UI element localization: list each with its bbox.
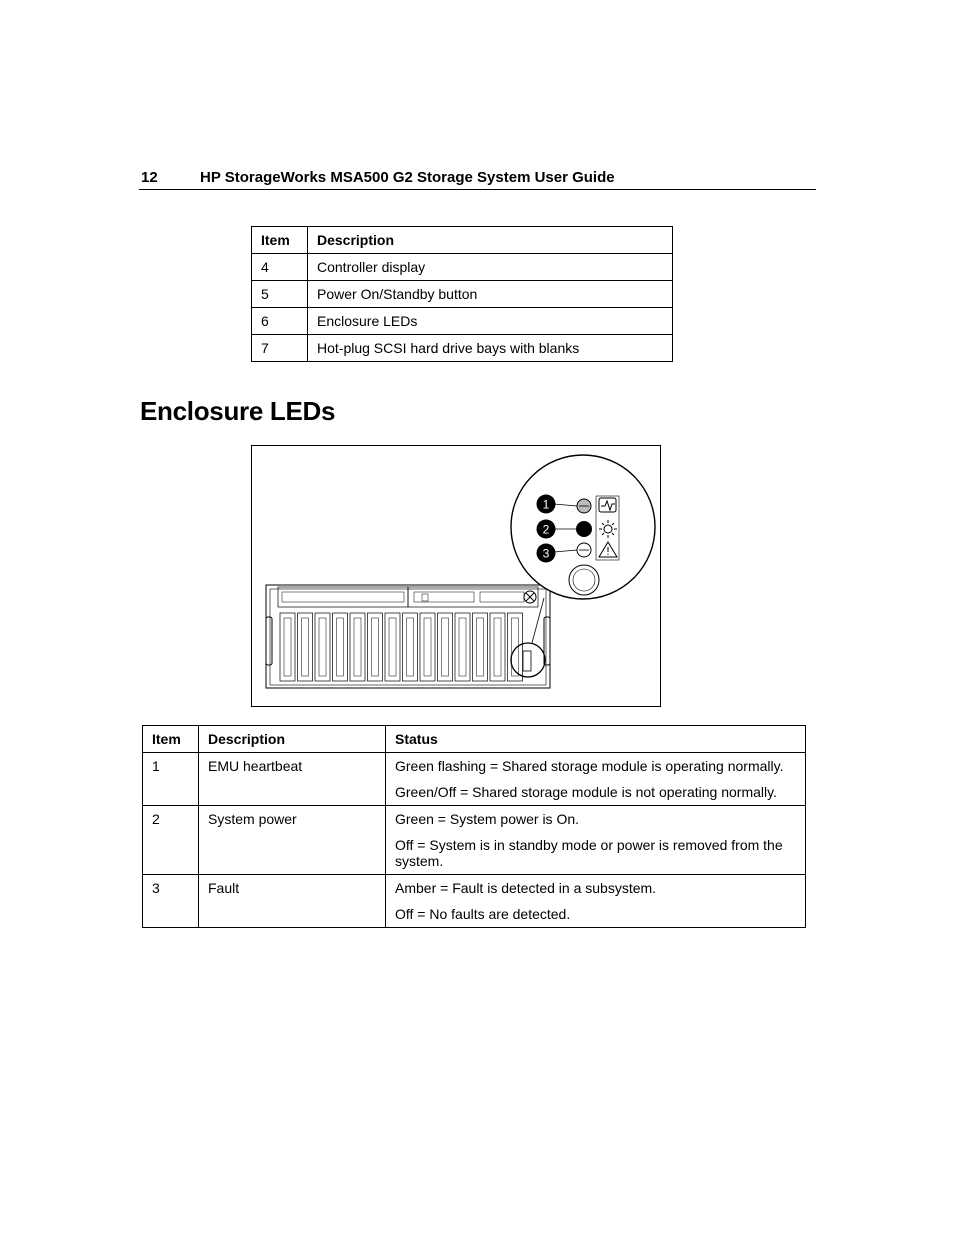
description-cell: Enclosure LEDs [308, 308, 673, 335]
column-header: Status [386, 726, 806, 753]
drive-bay-handle [354, 618, 361, 676]
led-system-power [576, 521, 592, 537]
table-header-row [252, 227, 673, 254]
table-row [252, 335, 673, 362]
column-header: Item [143, 726, 199, 753]
callout-1 [537, 495, 556, 514]
item-cell: 5 [252, 281, 308, 308]
drive-bay-handle [389, 618, 396, 676]
drive-bay-handle [319, 618, 326, 676]
table-header-row [143, 726, 806, 753]
drive-bay-handle [372, 618, 379, 676]
drive-bay-blank [298, 613, 313, 681]
status-line: Green flashing = Shared storage module is operating normally. [395, 758, 784, 774]
svg-text:3: 3 [542, 546, 550, 561]
page-number: 12 [141, 169, 158, 186]
status-line: Green/Off = Shared storage module is not operating normally. [395, 784, 777, 800]
running-title: HP StorageWorks MSA500 G2 Storage System User Guide [200, 169, 615, 186]
drive-bay-blank [420, 613, 435, 681]
table-row [252, 254, 673, 281]
drive-bays [280, 613, 523, 681]
enclosure-illustration [252, 446, 660, 706]
table-row [252, 308, 673, 335]
item-cell: 6 [252, 308, 308, 335]
item-cell: 1 [143, 753, 199, 806]
table-row [143, 875, 806, 928]
drive-bay-blank [368, 613, 383, 681]
item-cell: 4 [252, 254, 308, 281]
table-row [252, 281, 673, 308]
status-line: Off = System is in standby mode or power is removed from the system. [395, 837, 783, 869]
item-cell: 2 [143, 806, 199, 875]
item-cell: 7 [252, 335, 308, 362]
description-cell: Hot-plug SCSI hard drive bays with blanks [308, 335, 673, 362]
drive-bay-blank [473, 613, 488, 681]
description-cell: EMU heartbeat [199, 753, 386, 806]
item-cell: 3 [143, 875, 199, 928]
table-row [143, 806, 806, 875]
drive-bay-blank [490, 613, 505, 681]
svg-text:2: 2 [542, 522, 550, 537]
description-cell: System power [199, 806, 386, 875]
drive-bay-blank [403, 613, 418, 681]
description-cell: Power On/Standby button [308, 281, 673, 308]
drive-bay-blank [333, 613, 348, 681]
svg-text:1: 1 [542, 497, 550, 512]
drive-bay-handle [442, 618, 449, 676]
drive-bay-handle [459, 618, 466, 676]
status-line: Amber = Fault is detected in a subsystem. [395, 880, 657, 896]
column-header: Description [199, 726, 386, 753]
parts-table [251, 226, 673, 362]
callout-3 [537, 544, 556, 563]
status-cell [386, 806, 806, 875]
status-line: Green = System power is On. [395, 811, 580, 827]
drive-bay-blank [455, 613, 470, 681]
drive-bay-blank [280, 613, 295, 681]
led-panel-small [523, 651, 531, 671]
drive-bay-handle [284, 618, 291, 676]
drive-bay-blank [385, 613, 400, 681]
drive-bay-handle [302, 618, 309, 676]
drive-bay-blank [350, 613, 365, 681]
description-cell: Controller display [308, 254, 673, 281]
section-heading: Enclosure LEDs [140, 396, 336, 426]
drive-bay-handle [424, 618, 431, 676]
description-cell: Fault [199, 875, 386, 928]
drive-bay-blank [438, 613, 453, 681]
drive-bay-handle [337, 618, 344, 676]
page-header [139, 168, 816, 190]
led-highlight-circle [511, 643, 545, 677]
drive-bay-handle [494, 618, 501, 676]
drive-bay-handle [407, 618, 414, 676]
led-status-table [142, 725, 806, 928]
status-cell [386, 875, 806, 928]
status-line: Off = No faults are detected. [395, 906, 571, 922]
callout-2 [537, 520, 556, 539]
column-header: Item [252, 227, 308, 254]
enclosure-led-figure [251, 445, 661, 707]
table-row [143, 753, 806, 806]
drive-bay-blank [315, 613, 330, 681]
column-header: Description [308, 227, 673, 254]
status-cell [386, 753, 806, 806]
drive-bay-handle [477, 618, 484, 676]
